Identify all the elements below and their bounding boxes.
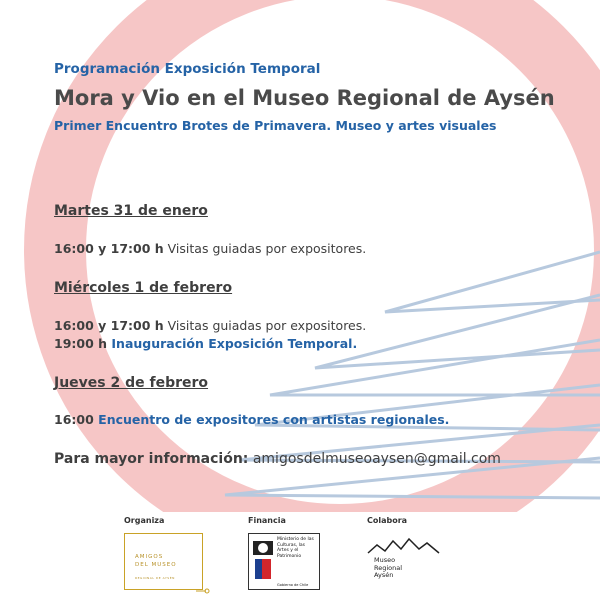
gobierno-text: Gobierno de Chile xyxy=(277,583,309,587)
footer-logos xyxy=(0,512,600,600)
museo-text: Museo Regional Aysén xyxy=(374,556,403,579)
organiza-label: Organiza xyxy=(124,516,165,525)
chile-emblem-icon xyxy=(252,537,274,587)
schedule-time: 19:00 h xyxy=(54,336,108,351)
schedule-time: 16:00 y 17:00 h xyxy=(54,318,164,333)
ministerio-text: Ministerio de las Culturas, las Artes y el Patrimonio xyxy=(277,537,314,559)
financia-label: Financia xyxy=(248,516,286,525)
museo-mountain-icon xyxy=(367,535,441,557)
amigos-del-museo-logo xyxy=(124,533,203,590)
schedule-time: 16:00 y 17:00 h xyxy=(54,241,164,256)
day-heading: Jueves 2 de febrero xyxy=(54,375,209,391)
schedule-time: 16:00 xyxy=(54,412,94,427)
schedule-item xyxy=(54,318,366,333)
schedule-text: Encuentro de expositores con artistas regionales. xyxy=(93,412,450,427)
schedule-text: Visitas guiadas por expositores. xyxy=(163,241,367,256)
schedule-item xyxy=(54,241,366,256)
schedule-item xyxy=(54,336,357,351)
amigos-logo-line3: REGIONAL DE AYSÉN xyxy=(135,576,175,580)
amigos-logo-line2: DEL MUSEO xyxy=(135,562,177,568)
day-heading: Miércoles 1 de febrero xyxy=(54,280,233,296)
schedule-text: Visitas guiadas por expositores. xyxy=(163,318,367,333)
day-heading: Martes 31 de enero xyxy=(54,203,208,219)
contact-info xyxy=(54,451,501,467)
schedule-text: Inauguración Exposición Temporal. xyxy=(107,336,358,351)
page-title: Mora y Vio en el Museo Regional de Aysén xyxy=(54,86,555,110)
amigos-logo-line1: AMIGOS xyxy=(135,554,164,560)
subtitle: Primer Encuentro Brotes de Primavera. Museo y artes visuales xyxy=(54,118,497,133)
schedule-item xyxy=(54,412,449,427)
ministerio-logo xyxy=(248,533,320,590)
contact-email[interactable]: amigosdelmuseoaysen@gmail.com xyxy=(248,451,501,467)
contact-label: Para mayor información: xyxy=(54,451,249,467)
kicker: Programación Exposición Temporal xyxy=(54,61,321,77)
colabora-label: Colabora xyxy=(367,516,408,525)
amigos-dot-icon xyxy=(196,587,210,595)
